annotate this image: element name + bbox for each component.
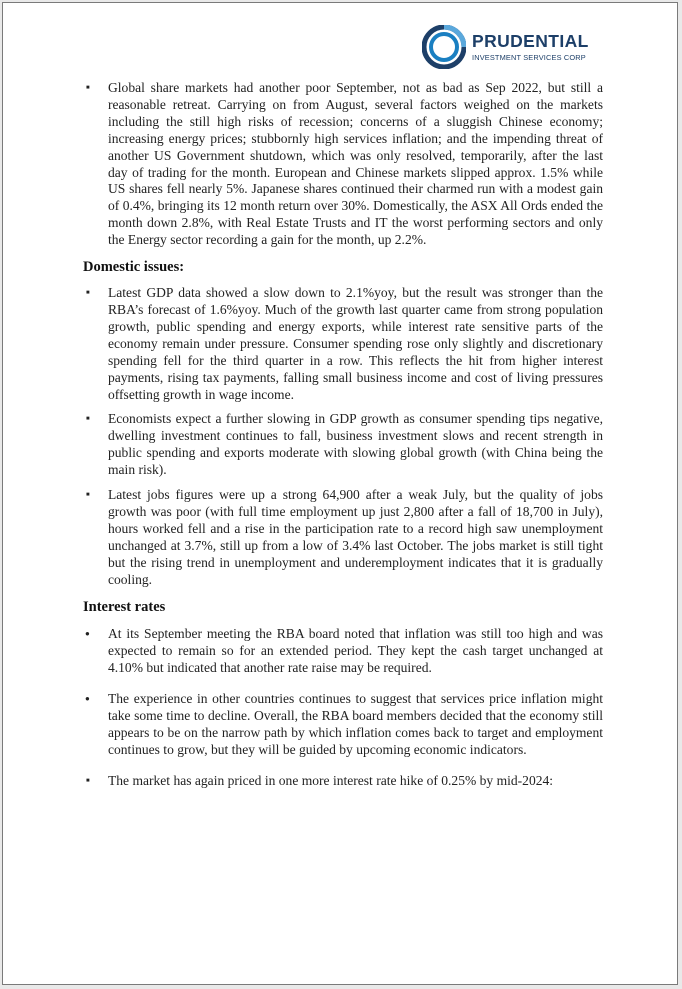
list-item: ■ Latest GDP data showed a slow down to 2.1%yoy, but the result was stronger than the RBA’s forecast of 1.6%yoy. Much of the growth last quarter came from strong population growth, public spending and energy exports, while interest rate sensitive parts of the economy remain under pressure. Consumer spending rose only slightly and discretionary spending fell for the third quarter in a row. This reflects the hit from higher interest payments, rising tax payments, falling small business income and cost of living pressures offsetting growth in wage income. (83, 285, 603, 403)
list-item: ■ Latest jobs figures were up a strong 64,900 after a weak July, but the quality of jobs growth was poor (with full time employment up just 2,800 after a fall of 18,700 in July), hours worked fell and a rise in the participation rate to a record high saw unemployment unchanged at 3.7%, still up from a low of 3.4% last October. The jobs market is still tight but the rising trend in unemployment and underemployment indicates that it is gradually cooling. (83, 487, 603, 588)
list-item: ■ Global share markets had another poor September, not as bad as Sep 2022, but still a reasonable retreat. Carrying on from August, several factors weighed on the markets including the still high risks of recession; concerns of a sluggish Chinese economy; increasing energy prices; stubbornly high services inflation; and the impending threat of another US Government shutdown, which was only resolved, temporarily, after the last day of trading for the month. European and Chinese markets slipped approx. 1.5% while US shares fell nearly 5%. Japanese shares continued their charmed run with a modest gain of 0.4%, bringing its 12 month return over 30%. Domestically, the ASX All Ords ended the month down 2.8%, with Real Estate Trusts and IT the worst performing sectors and only the Energy sector recording a gain for the month, up 2.2%. (83, 80, 603, 249)
interest-rates-heading: Interest rates (83, 599, 166, 616)
list-item: ■ The market has again priced in one more interest rate hike of 0.25% by mid-2024: (83, 773, 603, 790)
prudential-logo (422, 25, 589, 69)
interest-rates-list (83, 626, 603, 789)
logo-subtitle: INVESTMENT SERVICES CORP (472, 52, 586, 62)
document-page (2, 2, 678, 985)
list-item: ■ Economists expect a further slowing in GDP growth as consumer spending tips negative, dwelling investment continues to fall, business investment slows and recent strength in public spending and exports moderate with slowing global growth (with China being the main risk). (83, 411, 603, 479)
logo-name: PRUDENTIAL (472, 31, 589, 52)
document-body (83, 80, 603, 790)
intro-list (83, 80, 603, 249)
list-item: ● At its September meeting the RBA board noted that inflation was still too high and was expected to remain so for an extended period. They kept the cash target unchanged at 4.10% but indicated that another rate raise may be required. (83, 626, 603, 677)
prudential-logo-mark-icon (422, 25, 466, 69)
domestic-issues-heading: Domestic issues: (83, 259, 185, 276)
list-item: ● The experience in other countries continues to suggest that services price inflation might take some time to decline. Overall, the RBA board members decided that the economy still appears to be on the narrow path by which inflation comes back to target and employment continues to grow, but they will be guided by upcoming economic indicators. (83, 691, 603, 759)
domestic-issues-list (83, 285, 603, 588)
